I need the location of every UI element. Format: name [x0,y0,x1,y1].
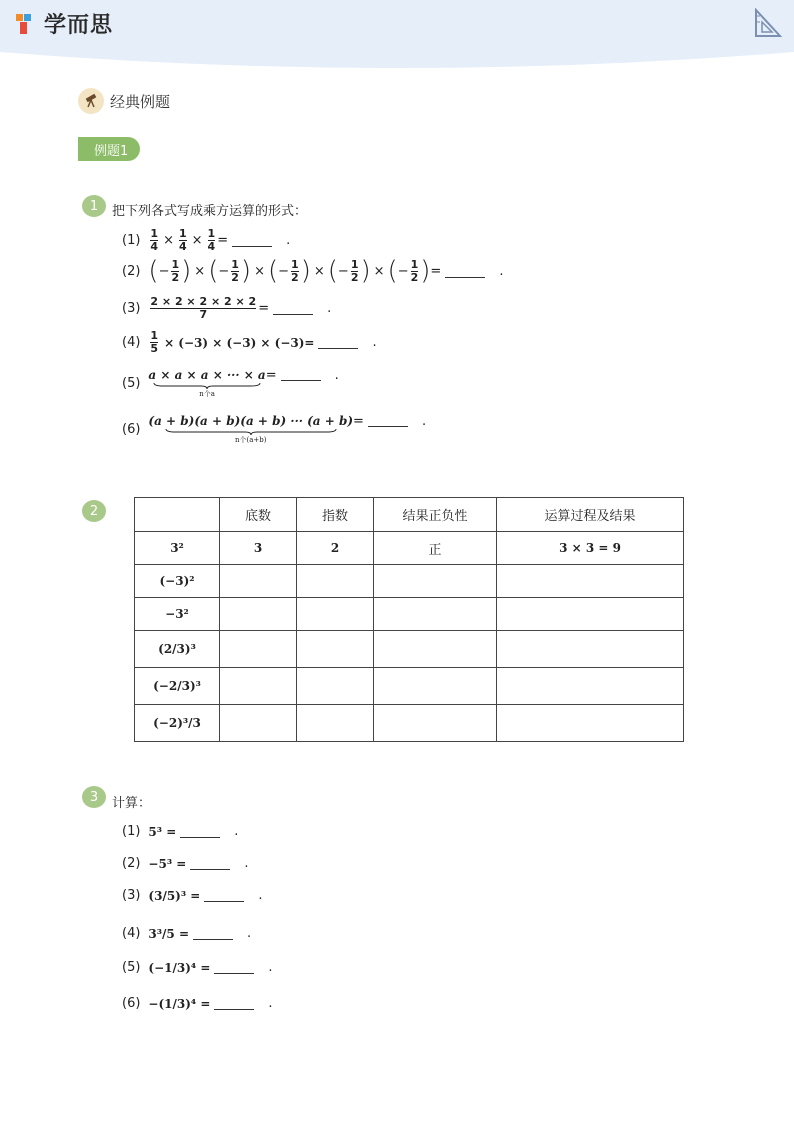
brand-logo-icon [16,12,38,36]
item-label: (4) [122,335,141,350]
q3-item-2: (2) −5³ = . [122,856,249,871]
item-label: (5) [122,376,141,391]
fraction: $\frac{1}{5}$ [150,329,159,355]
answer-blank[interactable] [180,825,220,838]
section-title: 经典例题 [110,92,171,111]
q1-item-2: (2) ( − $\frac{1}{2}$ ) × ( − $\frac{1}{2}$ ) × ( − $\frac{1}{2}$ ) × ( − $\frac{1}{2}$ ) × ( − $\frac{1}{2}$ ) = . [122,256,504,286]
table-row: (−2/3)³ [135,668,684,705]
answer-blank[interactable] [445,265,485,278]
item-label: (1) [122,233,141,248]
table-row: (−3)² [135,565,684,598]
q3-item-1: (1) 5³ = . [122,824,239,839]
table-row: 3² 3 2 正 3 × 3 = 9 [135,532,684,565]
fraction: $\frac{1}{4}$ [150,227,159,253]
fraction: $\frac{1}{4}$ [207,227,216,253]
item-label: (2) [122,263,141,279]
q1-item-6: (6) (a + b)(a + b)(a + b) ··· (a + b) n个(a+b) = . [122,414,427,444]
answer-blank[interactable] [193,927,233,940]
question-prompt: 把下列各式写成乘方运算的形式： [112,204,308,219]
exponent-table [134,497,684,742]
answer-blank[interactable] [273,302,313,315]
header-band [0,0,794,72]
table-row: (2/3)³ [135,631,684,668]
table-header-row: 底数 指数 结果正负性 运算过程及结果 [135,498,684,532]
example-tag [78,137,140,161]
item-label: (6) [122,422,141,437]
section-heading [78,88,170,114]
telescope-icon [78,88,104,114]
table-row: −3² [135,598,684,631]
answer-blank[interactable] [318,336,358,349]
answer-blank[interactable] [368,414,408,427]
answer-blank[interactable] [214,961,254,974]
underbrace-expression: a × a × a × ··· × a n个a [148,368,266,398]
q3-item-5: (5) (−1/3)⁴ = . [122,960,273,975]
brand-name: 学而思 [44,13,114,38]
q1-item-5: (5) a × a × a × ··· × a n个a = . [122,368,339,398]
ruler-icon [754,8,782,38]
question-number: 3 [82,786,106,808]
example-tag-label: 例题1 [94,144,129,159]
q1-item-3: (3) $\frac{2 \times 2 \times 2 \times 2 \times 2}{7}$ = . [122,295,332,321]
question-number: 2 [82,500,106,522]
q1-item-4: (4) $\frac{1}{5}$ × (−3) × (−3) × (−3)= . [122,329,377,355]
question-number: 1 [82,195,106,217]
fraction: $\frac{2 \times 2 \times 2 \times 2 \times 2}{7}$ [150,295,257,321]
underbrace-expression: (a + b)(a + b)(a + b) ··· (a + b) n个(a+b) [148,414,354,444]
brand-logo [16,8,113,39]
item-label: (3) [122,301,141,316]
answer-blank[interactable] [214,997,254,1010]
q3-item-4: (4) 3³/5 = . [122,926,252,941]
fraction: $\frac{1}{4}$ [178,227,187,253]
answer-blank[interactable] [204,889,244,902]
answer-blank[interactable] [232,234,272,247]
q3-item-6: (6) −(1/3)⁴ = . [122,996,273,1011]
question-prompt: 计算： [112,796,152,811]
q1-item-1: (1) $\frac{1}{4}$ × $\frac{1}{4}$ × $\frac{1}{4}$ = . [122,227,291,253]
answer-blank[interactable] [281,368,321,381]
q3-item-3: (3) (3/5)³ = . [122,888,263,903]
table-row: (−2)³/3 [135,705,684,742]
answer-blank[interactable] [190,857,230,870]
